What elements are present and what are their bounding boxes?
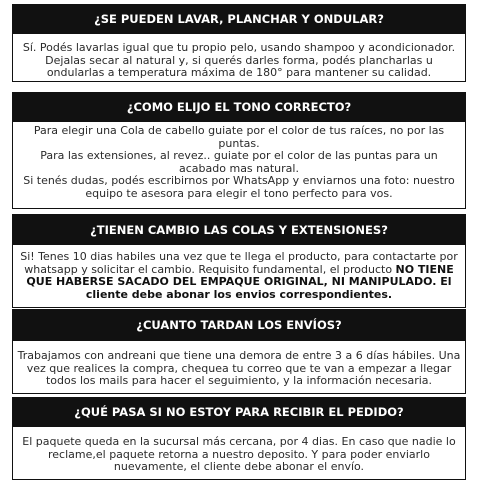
faq-question: ¿SE PUEDEN LAVAR, PLANCHAR Y ONDULAR? xyxy=(13,5,465,34)
faq-question: ¿CUANTO TARDAN LOS ENVÍOS? xyxy=(13,310,465,341)
faq-answer xyxy=(13,34,465,81)
faq-item-washing xyxy=(12,4,466,82)
faq-answer-line: Para las extensiones, al revez.. guiate por el color de las puntas para un acabado mas natural. xyxy=(40,149,438,175)
faq-question: ¿TIENEN CAMBIO LAS COLAS Y EXTENSIONES? xyxy=(13,215,465,245)
faq-answer-line: Para elegir una Cola de cabello guiate por el color de tus raíces, no por las puntas. xyxy=(33,124,445,150)
faq-question: ¿COMO ELIJO EL TONO CORRECTO? xyxy=(13,93,465,122)
faq-answer xyxy=(13,122,465,208)
faq-answer-intro: Si! Tenes 10 dias habiles una vez que te llega el producto, para contactarte por whatsapp y solicitar el cambio. Requisito fundamental, el producto xyxy=(20,250,458,276)
faq-answer-emphasis: NO TIENE QUE HABERSE SACADO DEL EMPAQUE ORIGINAL, NI MANIPULADO. El cliente debe abonar los envios correspondientes. xyxy=(26,262,454,301)
faq-answer-line: Si tenés dudas, podés escribirnos por WhatsApp y enviarnos una foto: nuestro equipo te asesora para elegir el tono perfecto para vos. xyxy=(23,174,455,200)
faq-item-not-home xyxy=(12,397,466,480)
faq-answer-text xyxy=(16,251,462,301)
faq-item-tone xyxy=(12,92,466,209)
faq-answer xyxy=(13,245,465,307)
faq-answer-text: El paquete queda en la sucursal más cercana, por 4 dias. En caso que nadie lo reclame,el paquete retorna a nuestro deposito. Y para poder enviarlo nuevamente, el cliente debe abonar el envío. xyxy=(22,435,456,473)
faq-question: ¿QUÉ PASA SI NO ESTOY PARA RECIBIR EL PEDIDO? xyxy=(13,398,465,427)
faq-answer xyxy=(13,427,465,479)
faq-answer-text: Trabajamos con andreani que tiene una demora de entre 3 a 6 días hábiles. Una vez que realices la compra, chequea tu correo que te van a empezar a llegar todos los mails para hacer el seguimiento, y la información necesaria. xyxy=(17,349,461,387)
faq-item-exchange xyxy=(12,214,466,308)
faq-answer-text: Sí. Podés lavarlas igual que tu propio pelo, usando shampoo y acondicionador. Dejalas secar al natural y, si querés darles forma, podés plancharlas u ondularlas a temperatura máxima de 180° para mantener su calidad. xyxy=(22,41,456,79)
faq-item-shipping-time xyxy=(12,309,466,394)
faq-answer xyxy=(13,341,465,393)
